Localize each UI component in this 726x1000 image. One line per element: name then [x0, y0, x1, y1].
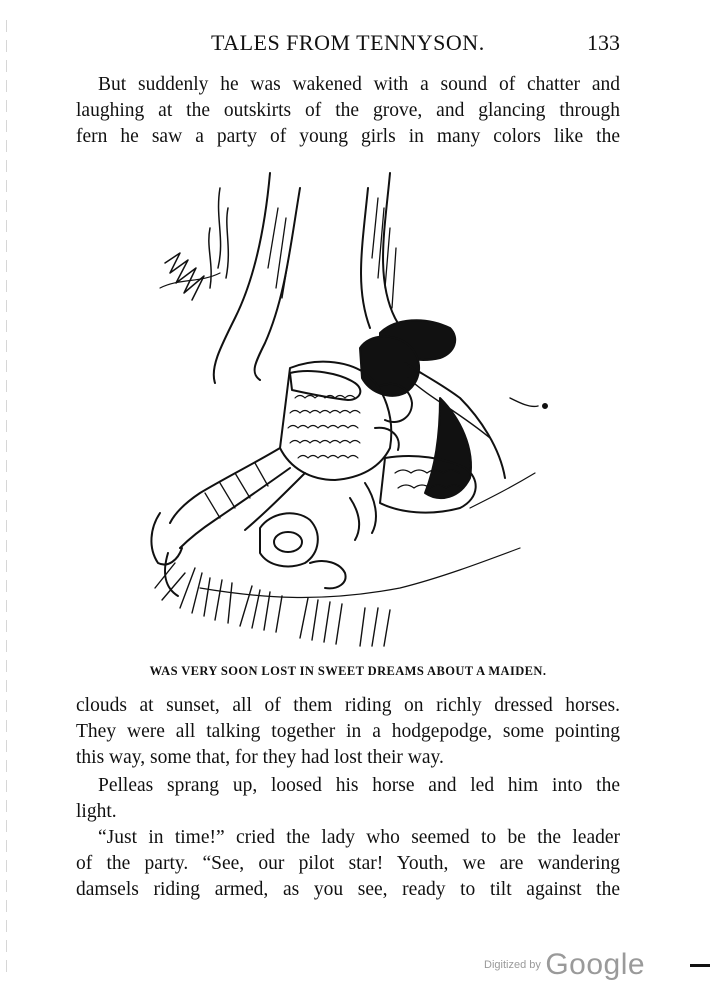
- paragraph-4: [76, 825, 620, 903]
- text-line: laughing at the outskirts of the grove, and glancing through: [76, 100, 620, 121]
- text-line: clouds at sunset, all of them riding on richly dressed horses.: [76, 695, 620, 716]
- page-number: 133: [587, 30, 620, 55]
- text-line: They were all talking together in a hodgepodge, some pointing: [76, 721, 620, 742]
- text-line: damsels riding armed, as you see, ready to tilt against the: [76, 879, 620, 900]
- watermark-prefix: Digitized by: [484, 959, 541, 971]
- page-header: [76, 30, 620, 60]
- digitized-watermark: [484, 948, 645, 984]
- text-line: Pelleas sprang up, loosed his horse and led him into the: [98, 775, 620, 796]
- watermark-brand: Google: [545, 948, 646, 981]
- illustration-caption: WAS VERY SOON LOST IN SWEET DREAMS ABOUT A MAIDEN.: [149, 664, 547, 678]
- text-line: light.: [76, 801, 117, 822]
- text-line: “Just in time!” cried the lady who seemed to be the leader: [98, 827, 620, 848]
- knight-sleeping-illustration: [140, 168, 560, 658]
- margin-dash: [690, 964, 710, 967]
- scan-edge-mark: [6, 20, 7, 980]
- text-line: fern he saw a party of young girls in many colors like the: [76, 126, 620, 147]
- text-line: of the party. “See, our pilot star! Youth, we are wandering: [76, 853, 620, 874]
- text-line: But suddenly he was wakened with a sound of chatter and: [98, 74, 620, 95]
- paragraph-2: [76, 693, 620, 771]
- paragraph-1: [76, 72, 620, 150]
- paragraph-3: [76, 773, 620, 825]
- running-title: TALES FROM TENNYSON.: [211, 30, 485, 55]
- text-line: this way, some that, for they had lost their way.: [76, 747, 444, 768]
